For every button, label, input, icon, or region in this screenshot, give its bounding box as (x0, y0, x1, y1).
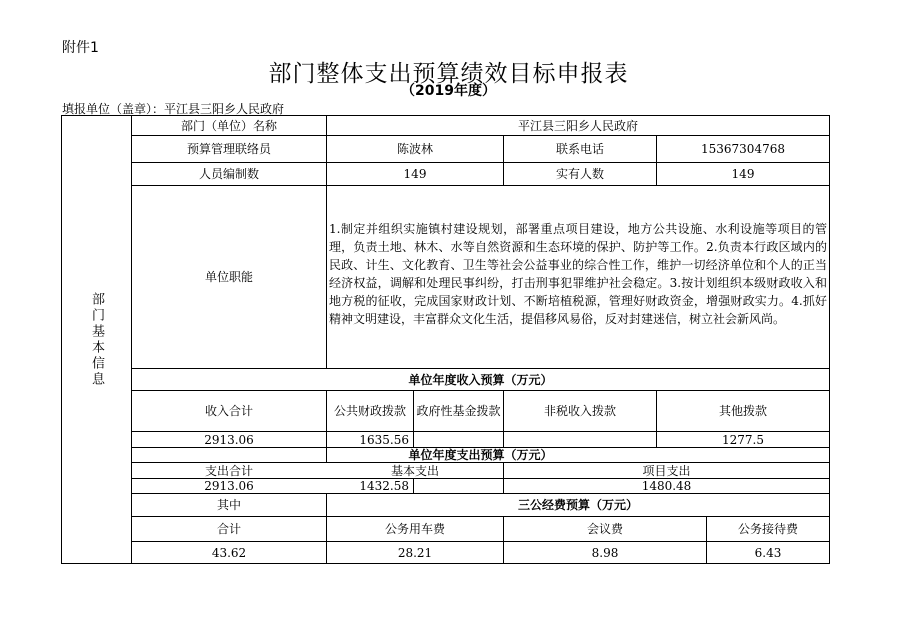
dept-name-value: 平江县三阳乡人民政府 (517, 118, 638, 133)
contact-label: 预算管理联络员 (186, 142, 271, 156)
staffing-value: 149 (403, 167, 427, 181)
expense-col-total: 支出合计 (204, 463, 253, 478)
attachment-label: 附件1 (62, 40, 99, 56)
expense-basic-value: 1432.58 (359, 479, 409, 493)
duties-text: 1.制定并组织实施镇村建设规划，部署重点项目建设，地方公共设施、水利设施等项目的管理，负责土地、林木、水等自然资源和生态环境的保护、防护等工作。2.负责本行政区域内的民政、计生、文化教育、卫生等社会公益事业的综合性工作，维护一切经济单位和个人的正当经济权益，调解和处理民事纠纷，打击刑事犯罪维护社会稳定。3.按计划组织本级财政收入和地方税的征收，完成国家财政计划、不断培植税源，管理好财政资金，增强财政实力。4.抓好精神文明建设，丰富群众文化生活，提倡移风易俗，反对封建迷信，树立社会新风尚。 (329, 222, 827, 326)
page-subtitle: （2019年度） (401, 83, 496, 99)
income-nontax-value (504, 432, 656, 447)
side-section-text: 部门基本信息 (89, 291, 104, 388)
income-other-value: 1277.5 (722, 432, 764, 447)
income-col-fund: 政府性基金拨款 (416, 404, 501, 418)
three-meeting-value: 8.98 (591, 545, 619, 560)
three-col-meeting: 会议费 (586, 522, 623, 536)
income-public-value: 1635.56 (359, 432, 409, 447)
three-col-total: 合计 (216, 522, 241, 536)
contact-value: 陈波林 (396, 142, 433, 156)
income-header: 单位年度收入预算（万元） (408, 372, 553, 387)
filler-unit: 填报单位（盖章）：平江县三阳乡人民政府 (62, 102, 285, 116)
income-col-public: 公共财政拨款 (333, 404, 406, 418)
staffing-label: 人员编制数 (198, 167, 259, 181)
three-total-value: 43.62 (211, 545, 247, 560)
grid-line (413, 478, 414, 493)
expense-header: 单位年度支出预算（万元） (408, 448, 553, 462)
expense-col-basic: 基本支出 (390, 463, 439, 478)
phone-label: 联系电话 (555, 142, 604, 156)
three-public-header: 三公经费预算（万元） (517, 498, 638, 512)
side-section-label (62, 116, 131, 563)
dept-name-label: 部门（单位）名称 (180, 118, 277, 133)
income-col-nontax: 非税收入拨款 (543, 404, 616, 418)
duties-label: 单位职能 (204, 270, 253, 284)
three-col-car: 公务用车费 (384, 522, 445, 536)
expense-project-value: 1480.48 (641, 479, 692, 493)
income-fund-value (414, 432, 503, 447)
three-reception-value: 6.43 (754, 545, 782, 560)
page-title: 部门整体支出预算绩效目标申报表 (268, 61, 629, 87)
three-car-value: 28.21 (397, 545, 433, 560)
of-which-label: 其中 (216, 498, 241, 512)
actual-value: 149 (731, 167, 755, 181)
three-col-reception: 公务接待费 (737, 522, 798, 536)
expense-col-project: 项目支出 (642, 463, 691, 478)
income-total-value: 2913.06 (204, 432, 254, 447)
income-col-total: 收入合计 (204, 404, 253, 418)
actual-label: 实有人数 (555, 167, 604, 181)
expense-total-value: 2913.06 (204, 479, 254, 493)
income-col-other: 其他拨款 (718, 404, 767, 418)
phone-value: 15367304768 (701, 142, 785, 156)
